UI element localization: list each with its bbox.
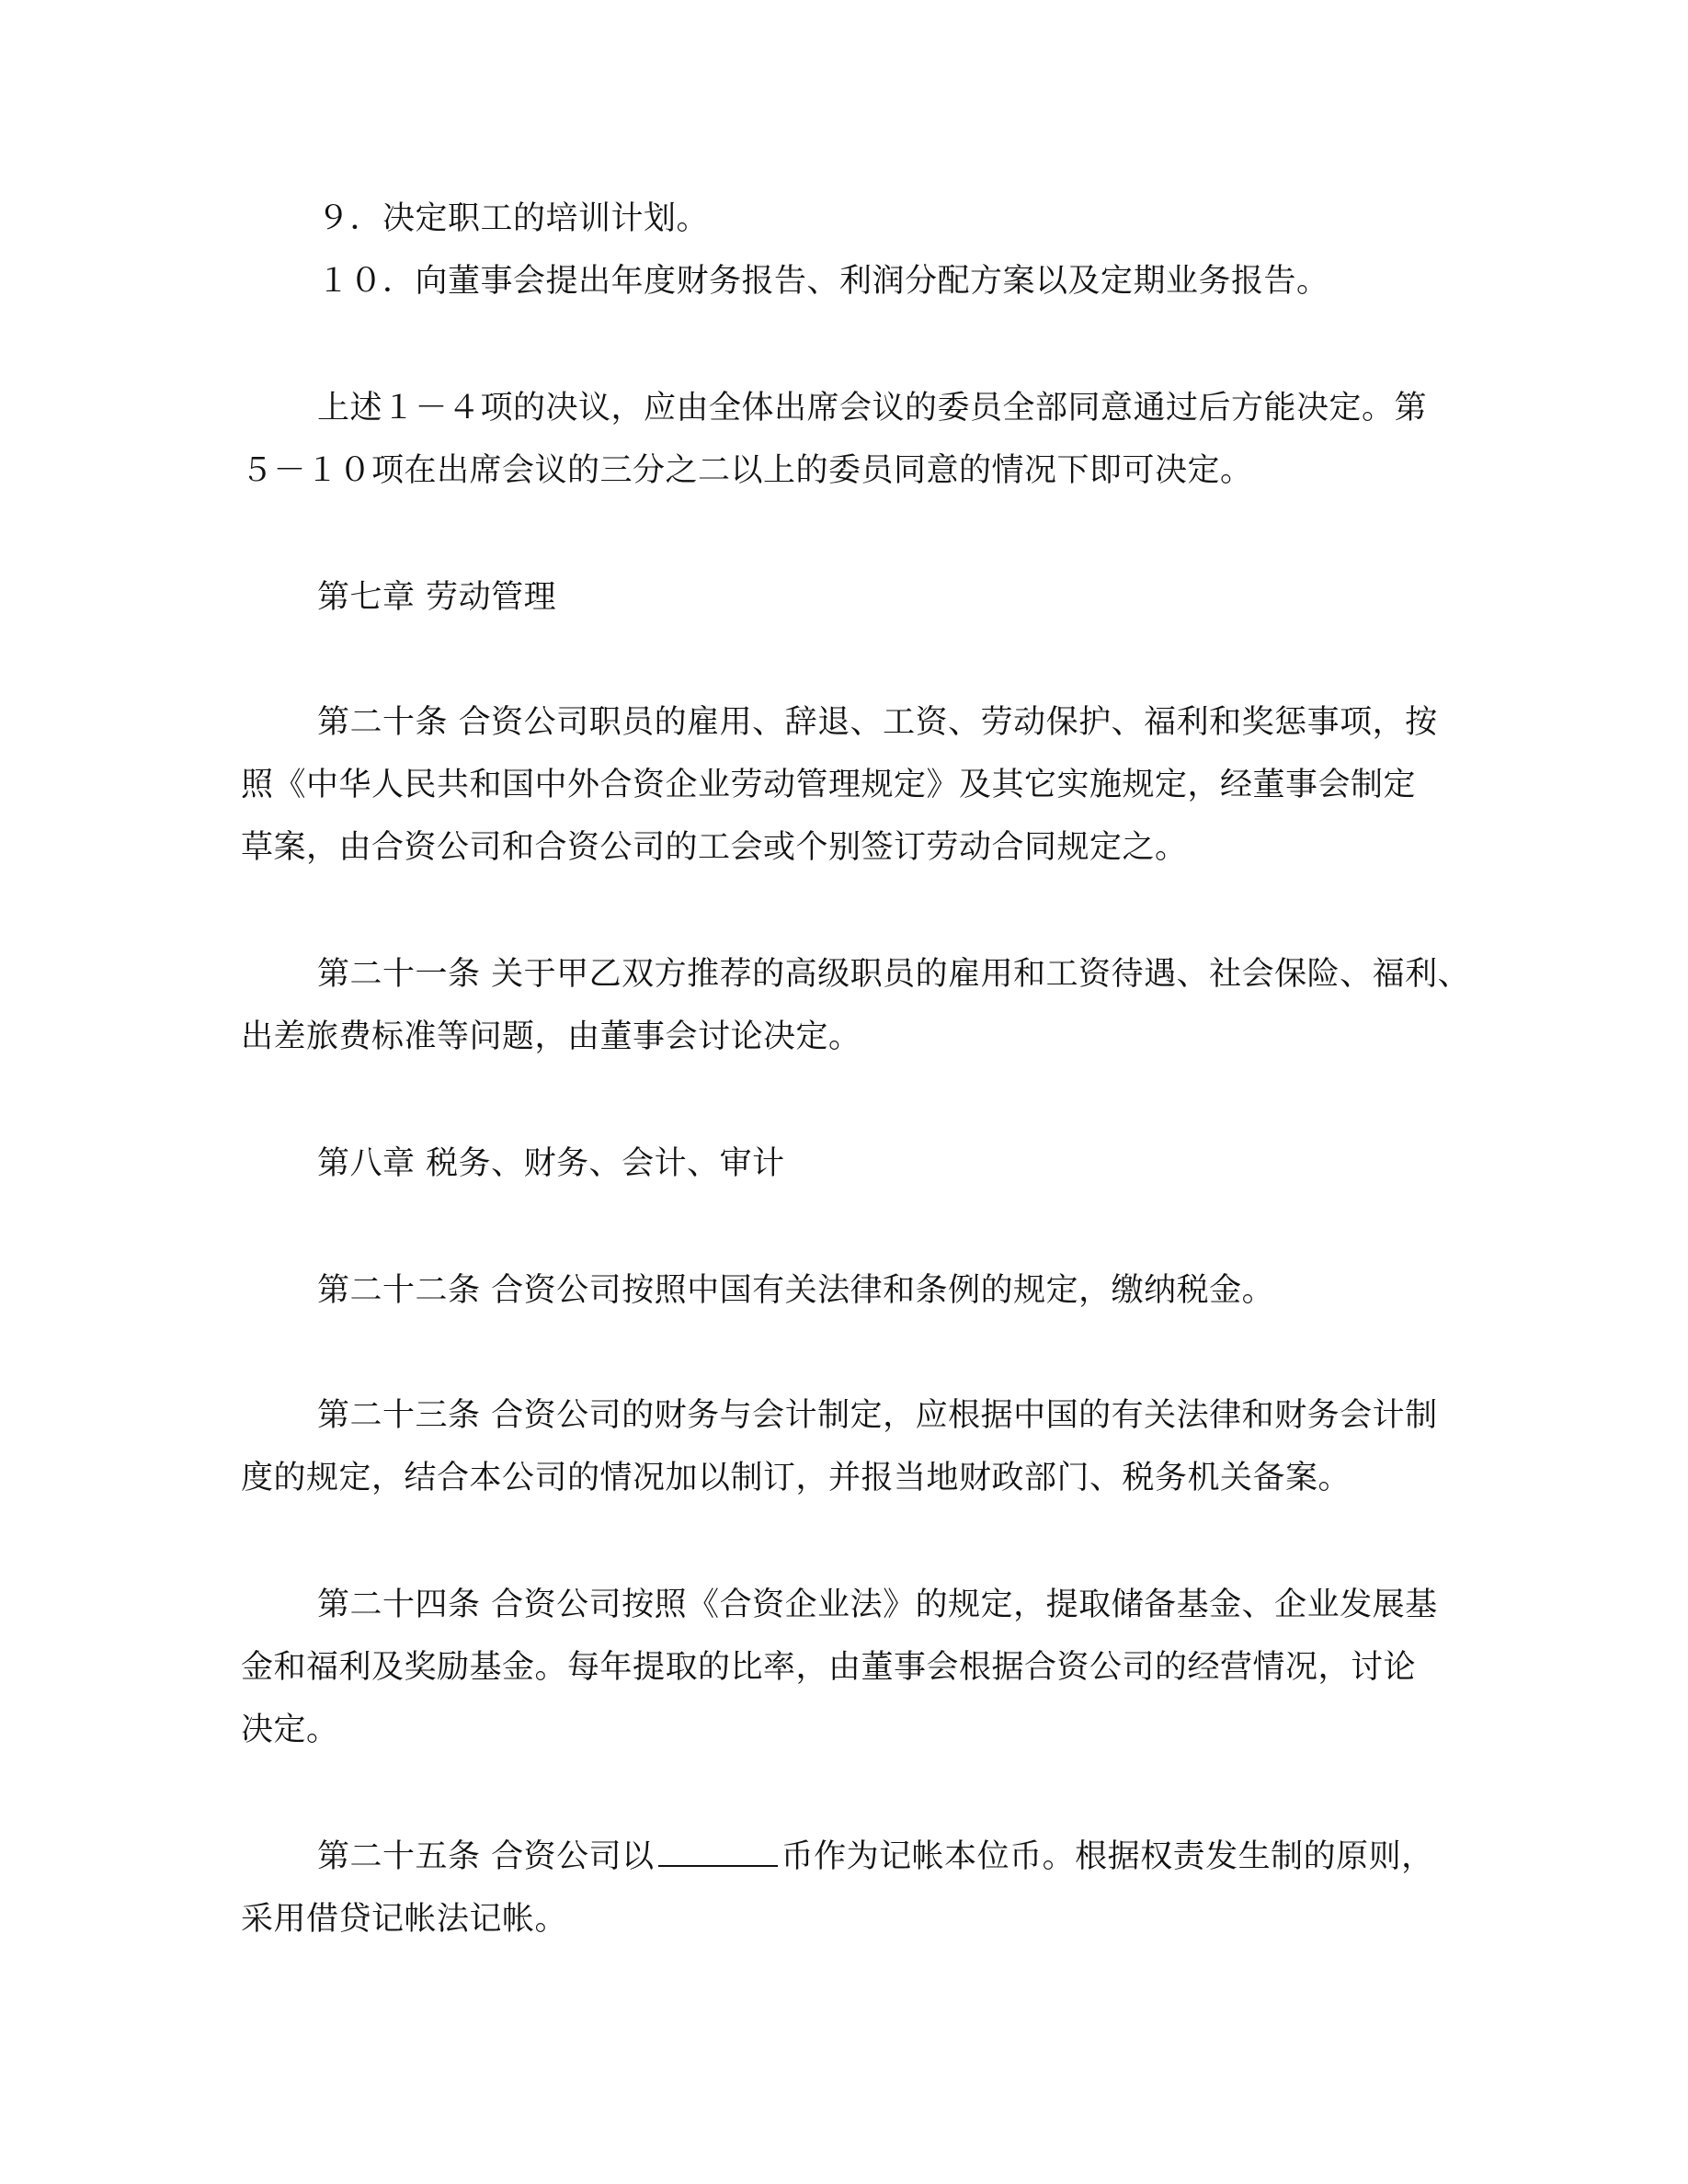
article-24-line-1: 第二十四条 合资公司按照《合资企业法》的规定，提取储备基金、企业发展基 bbox=[317, 1587, 1438, 1623]
article-24-line-3: 决定。 bbox=[241, 1712, 339, 1748]
article-20-line-1: 第二十条 合资公司职员的雇用、辞退、工资、劳动保护、福利和奖惩事项，按 bbox=[317, 704, 1438, 741]
chapter-7-title: 第七章 劳动管理 bbox=[317, 579, 557, 616]
chapter-8-title: 第八章 税务、财务、会计、审计 bbox=[317, 1145, 785, 1182]
article-25-line-1 bbox=[317, 1835, 1434, 1879]
currency-blank-field bbox=[658, 1837, 778, 1867]
article-22-line-1: 第二十二条 合资公司按照中国有关法律和条例的规定，缴纳税金。 bbox=[317, 1272, 1275, 1309]
article-25-line-2: 采用借贷记帐法记帐。 bbox=[241, 1901, 568, 1938]
list-item-9: ９．决定职工的培训计划。 bbox=[317, 200, 710, 237]
resolution-note-line-2: ５－１０项在出席会议的三分之二以上的委员同意的情况下即可决定。 bbox=[241, 452, 1253, 489]
article-21-line-2: 出差旅费标准等问题，由董事会讨论决定。 bbox=[241, 1018, 861, 1055]
article-20-line-3: 草案，由合资公司和合资公司的工会或个别签订劳动合同规定之。 bbox=[241, 829, 1188, 866]
article-20-line-2: 照《中华人民共和国中外合资企业劳动管理规定》及其它实施规定，经董事会制定 bbox=[241, 767, 1417, 803]
article-23-line-2: 度的规定，结合本公司的情况加以制订，并报当地财政部门、税务机关备案。 bbox=[241, 1460, 1352, 1496]
list-item-10: １０．向董事会提出年度财务报告、利润分配方案以及定期业务报告。 bbox=[317, 263, 1329, 300]
resolution-note-line-1: 上述１－４项的决议，应由全体出席会议的委员全部同意通过后方能决定。第 bbox=[317, 390, 1428, 427]
article-23-line-1: 第二十三条 合资公司的财务与会计制定，应根据中国的有关法律和财务会计制 bbox=[317, 1397, 1438, 1434]
article-25-line-1-prefix: 第二十五条 合资公司以 bbox=[317, 1838, 655, 1875]
article-25-line-1-suffix: 币作为记帐本位币。根据权责发生制的原则， bbox=[781, 1838, 1434, 1875]
article-24-line-2: 金和福利及奖励基金。每年提取的比率，由董事会根据合资公司的经营情况，讨论 bbox=[241, 1649, 1417, 1686]
article-21-line-1: 第二十一条 关于甲乙双方推荐的高级职员的雇用和工资待遇、社会保险、福利、 bbox=[317, 956, 1471, 993]
